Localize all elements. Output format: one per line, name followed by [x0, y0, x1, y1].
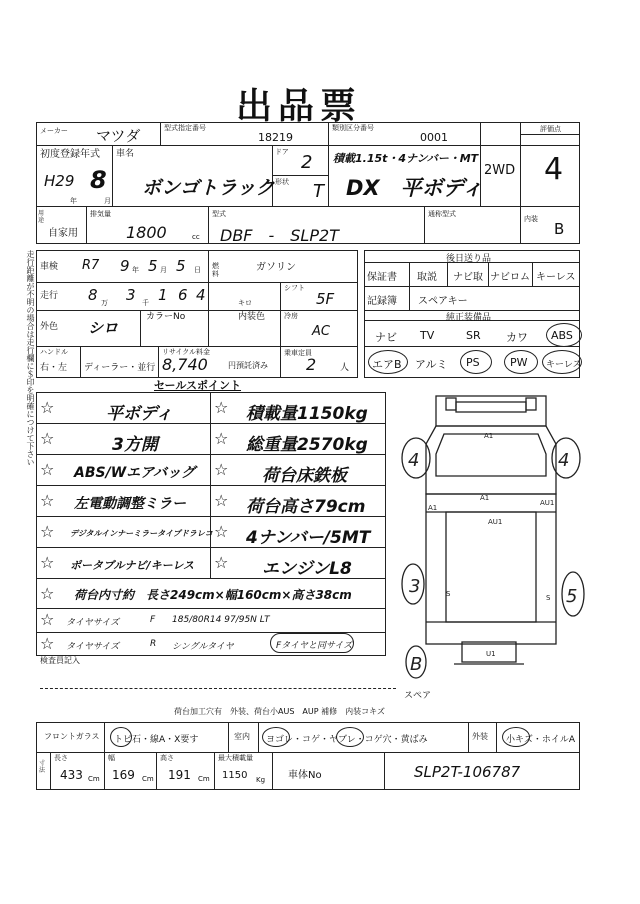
insp-m-unit: 月 [160, 266, 167, 274]
star-icon: ☆ [40, 522, 55, 541]
weight-unit: Kg [256, 776, 266, 784]
tire-r-value: シングルタイヤ [172, 642, 234, 652]
star-icon: ☆ [40, 460, 55, 479]
star-icon: ☆ [40, 634, 55, 653]
inspection-era: R7 [82, 258, 100, 273]
star-icon: ☆ [214, 522, 229, 541]
use-value: 自家用 [48, 228, 78, 239]
diagram-mark-s: S [546, 594, 551, 602]
drive-value: 2WD [484, 163, 516, 178]
capacity-label: 乗車定員 [284, 349, 312, 357]
maker-label: メーカー [40, 127, 68, 135]
sales-title: セールスポイント [154, 379, 242, 392]
equip-airbag: エアB [372, 358, 402, 371]
after-item-2: 取説 [417, 272, 437, 283]
tire-grade-rr: 5 [566, 586, 578, 607]
ac-value: AC [312, 324, 330, 339]
star-icon: ☆ [40, 610, 55, 629]
inner-label: 内装 [524, 215, 538, 223]
room-value: ヨゴレ・コゲ・ヤブレ・コゲ穴・黄ばみ [266, 735, 428, 745]
recycle-unit: 円預託済み [228, 361, 268, 370]
star-icon: ☆ [214, 553, 229, 572]
tire-f-label: タイヤサイズ [66, 618, 120, 628]
tire-r-label: タイヤサイズ [66, 642, 120, 652]
fuel-value: ガソリン [256, 262, 296, 273]
side-note: 走行距離が不明の場合は走行欄に＄印を明確につけて下さい [26, 250, 35, 466]
sales-point-left-3: ABS/Wエアバッグ [74, 465, 196, 481]
sales-point-right-5: 4ナンバー/5MT [246, 528, 371, 548]
category-value: 0001 [420, 131, 448, 144]
diagram-mark-au1: AU1 [540, 499, 555, 507]
exterior-value: 小キズ・ホイルA [506, 735, 575, 745]
displacement-label: 排気量 [90, 210, 111, 218]
sales-point-right-4: 荷台高さ79cm [246, 497, 366, 517]
height-value: 191 [168, 768, 191, 782]
equip-alumi: アルミ [415, 358, 448, 371]
equip-sr: SR [466, 329, 481, 342]
diagram-mark-a1: A1 [484, 432, 494, 440]
year-unit: 年 [70, 197, 77, 205]
diagram-mark-au1: AU1 [488, 518, 503, 526]
weight-value: 1150 [222, 770, 248, 781]
diagram-mark-s: S [446, 590, 451, 598]
color-no-label: カラーNo [146, 312, 186, 322]
color-label: 外色 [40, 322, 59, 332]
equip-kawa: カワ [506, 331, 528, 344]
doors-value: 2 [301, 152, 313, 173]
star-icon: ☆ [40, 429, 55, 448]
equip-navi: ナビ [375, 331, 397, 344]
vin-value: SLP2T-106787 [414, 763, 521, 781]
cargo-dimensions: 荷台内寸約 長さ249cm×幅160cm×高さ38cm [74, 588, 352, 602]
spare-label: スペア [404, 691, 432, 701]
ac-label: 冷房 [284, 312, 298, 320]
room-label: 室内 [234, 732, 250, 741]
model-code-label: 型式指定番号 [164, 124, 206, 132]
maker-value: マツダ [96, 127, 141, 145]
star-icon: ☆ [40, 553, 55, 572]
after-item-3: ナビ取 [453, 272, 483, 283]
star-icon: ☆ [214, 460, 229, 479]
capacity-unit: 人 [340, 363, 350, 373]
inner-value: B [554, 220, 565, 238]
mileage-digit-1: 8 [88, 286, 98, 304]
after-item-5: キーレス [536, 272, 576, 283]
mileage-digit-3: 1 [158, 286, 168, 304]
width-label: 幅 [108, 754, 115, 762]
sales-point-left-1: 平ボディ [106, 404, 173, 424]
score-value: 4 [544, 152, 564, 187]
after-item-4: ナビロム [490, 272, 530, 283]
mileage-digit-5: 4 [196, 286, 206, 304]
tire-f-value: 185/80R14 97/95N LT [172, 615, 270, 625]
equip-keyless: キーレス [546, 360, 582, 370]
shape-value: T [313, 181, 324, 202]
insp-y-unit: 年 [132, 266, 139, 274]
tire-grade-spare: B [410, 654, 423, 675]
size-label: 寸法 [39, 760, 46, 774]
tire-r-note: Fタイヤと同サイズ [276, 641, 353, 651]
month-unit: 月 [104, 197, 111, 205]
use-label: 用途 [38, 210, 45, 224]
diagram-mark-u1: U1 [486, 650, 496, 658]
diagram-mark-a1: A1 [428, 504, 438, 512]
cc-unit: cc [192, 233, 200, 241]
model-label: 型式 [212, 210, 226, 218]
sen-unit: 千 [142, 299, 149, 307]
handle-value: 右・左 [40, 363, 68, 373]
shift-label: シフト [284, 284, 305, 292]
tire-grade-rl: 3 [409, 576, 421, 597]
displacement-value: 1800 [126, 223, 167, 242]
diagram-mark-a1: A1 [480, 494, 490, 502]
after-title: 後日送り品 [446, 254, 492, 264]
sales-point-right-3: 荷台床鉄板 [262, 466, 347, 486]
document-title: 出品票 [236, 85, 363, 127]
record-value: スペアキー [418, 296, 468, 307]
mileage-digit-4: 6 [178, 286, 188, 304]
star-icon: ☆ [40, 398, 55, 417]
vin-label: 車体No [288, 770, 322, 781]
color-value: シロ [88, 319, 119, 337]
interior-color-label: 内装色 [238, 312, 266, 322]
sales-point-right-1: 積載量1150kg [246, 404, 368, 424]
dealer-value: ディーラー・並行 [84, 363, 156, 373]
star-icon: ☆ [40, 584, 55, 603]
exterior-label: 外装 [472, 732, 488, 741]
doors-label: ドア [275, 148, 289, 156]
after-item-1: 保証書 [367, 272, 397, 283]
category-label: 類別区分番号 [332, 124, 374, 132]
shape-label: 形状 [275, 178, 289, 186]
height-unit: Cm [198, 775, 210, 783]
star-icon: ☆ [214, 429, 229, 448]
km-unit: キロ [238, 299, 252, 307]
equip-abs: ABS [551, 329, 573, 342]
inspection-month: 5 [148, 257, 158, 275]
equip-pw: PW [510, 356, 528, 369]
grade-value: DX 平ボディ [346, 176, 483, 200]
model-code-value: 18219 [258, 131, 293, 144]
reg-era: H29 [44, 172, 75, 190]
man-unit: 万 [101, 299, 108, 307]
star-icon: ☆ [214, 398, 229, 417]
width-value: 169 [112, 768, 135, 782]
sales-point-left-4: 左電動調整ミラー [74, 496, 186, 512]
shift-value: 5F [316, 290, 335, 308]
inspection-label: 車検 [40, 262, 59, 272]
tire-f-pos: F [150, 615, 156, 625]
sales-point-left-5: デジタルインナーミラータイプドラレコ [70, 529, 213, 538]
vehicle-damage-diagram [396, 384, 586, 694]
reg-label: 初度登録年式 [40, 149, 100, 160]
sales-point-right-6: エンジンL8 [262, 559, 352, 579]
equip-title: 純正装備品 [446, 313, 492, 323]
star-icon: ☆ [214, 491, 229, 510]
insp-d-unit: 日 [194, 266, 201, 274]
condition-notes: 荷台加工穴有 外装、荷台小AUS AUP 補修 内装コキズ [174, 707, 385, 716]
tire-grade-fl: 4 [408, 450, 420, 471]
tire-r-pos: R [150, 639, 157, 649]
sales-point-left-2: 3方開 [112, 435, 158, 455]
mileage-digit-2: 3 [126, 286, 136, 304]
recycle-label: リサイクル料金 [162, 348, 211, 356]
spec-value: 積載1.15t・4ナンバー・MT [333, 152, 479, 165]
equip-ps: PS [466, 356, 480, 369]
height-label: 高さ [160, 754, 174, 762]
score-label: 評価点 [540, 125, 561, 133]
fuel-label: 燃料 [212, 262, 219, 278]
weight-label: 最大積載量 [218, 754, 253, 762]
handle-label: ハンドル [40, 348, 68, 356]
width-unit: Cm [142, 775, 154, 783]
model-value: DBF - SLP2T [220, 226, 339, 245]
inspection-day: 5 [176, 257, 186, 275]
record-label: 記録簿 [367, 296, 397, 307]
length-unit: Cm [88, 775, 100, 783]
reg-month: 8 [90, 166, 107, 194]
capacity-value: 2 [306, 355, 317, 374]
car-name-value: ボンゴトラック [142, 177, 275, 199]
star-icon: ☆ [40, 491, 55, 510]
inspector-label: 検査員記入 [40, 656, 80, 665]
car-name-label: 車名 [116, 149, 135, 159]
glass-value: トビ石・線A・X要す [114, 735, 199, 745]
length-value: 433 [60, 768, 83, 782]
inspection-year: 9 [120, 257, 130, 275]
sales-point-left-6: ポータブルナビ/キーレス [70, 559, 195, 572]
equip-tv: TV [420, 329, 435, 342]
tire-grade-fr: 4 [558, 450, 570, 471]
length-label: 長さ [54, 754, 68, 762]
sales-point-right-2: 総重量2570kg [246, 435, 368, 455]
recycle-value: 8,740 [162, 355, 208, 374]
type-designation-label: 通称型式 [428, 210, 456, 218]
glass-label: フロントガラス [44, 732, 100, 741]
mileage-label: 走行 [40, 291, 59, 301]
